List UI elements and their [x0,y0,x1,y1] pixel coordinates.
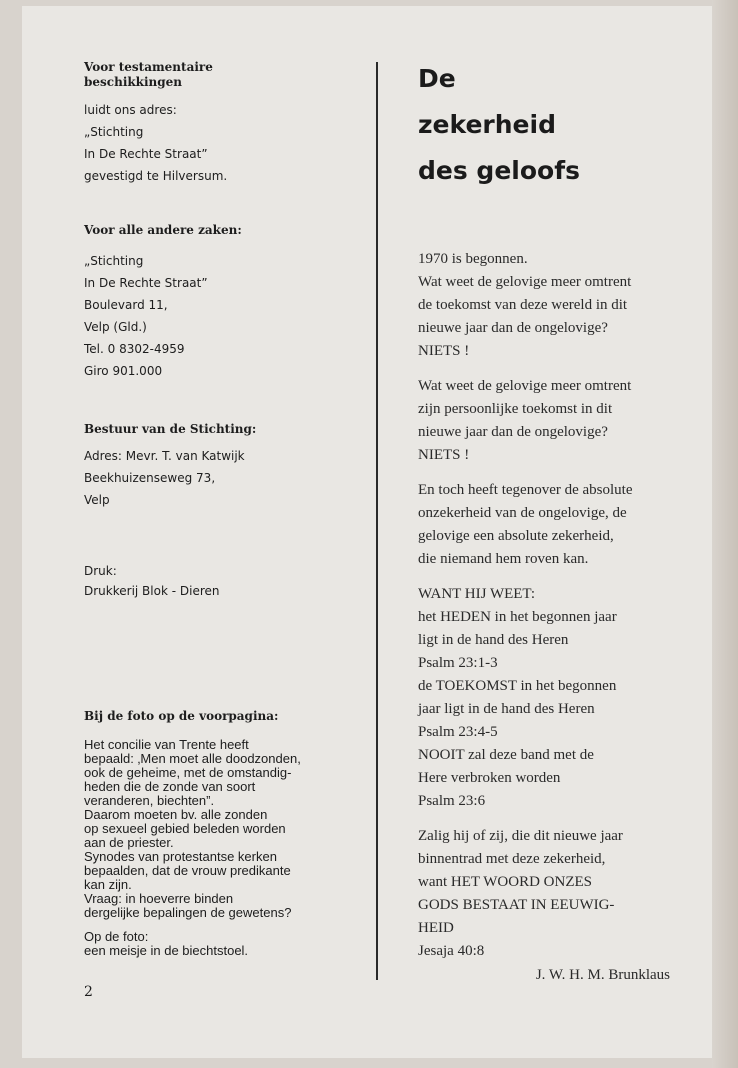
testament-section [84,60,364,187]
other-line: Giro 901.000 [84,364,163,378]
paragraph-1 [418,248,670,363]
testament-line: „Stichting [84,125,144,139]
other-line: Tel. 0 8302-4959 [84,342,185,356]
text-line: En toch heeft tegenover de absolute [418,482,633,498]
board-section [84,422,364,511]
author-signature: J. W. H. M. Brunklaus [535,967,670,983]
right-column [418,56,670,984]
photo-line: dergelijke bepalingen de gewetens? [84,905,292,920]
text-line: gelovige een absolute zekerheid, [418,528,614,544]
page-number: 2 [84,984,93,1000]
board-line: Adres: Mevr. T. van Katwijk [84,449,245,463]
text-line: Jesaja 40:8 [418,943,485,959]
text-line: onzekerheid van de ongelovige, de [418,505,627,521]
text-line: 1970 is begonnen. [418,251,528,267]
article-title [418,56,670,194]
testament-heading-line: Voor testamentaire [84,60,213,74]
text-line: het HEDEN in het begonnen jaar [418,609,617,625]
left-column [84,60,364,958]
testament-line: gevestigd te Hilversum. [84,169,228,183]
text-line: nieuwe jaar dan de ongelovige? [418,320,608,336]
column-divider [376,62,378,980]
testament-line: luidt ons adres: [84,103,177,117]
print-line: Drukkerij Blok - Dieren [84,584,220,598]
photo-line: heden die de zonde van soort [84,779,256,794]
title-line: des geloofs [418,156,580,185]
testament-heading [84,60,364,90]
text-line: NIETS ! [418,343,470,359]
text-line: Wat weet de gelovige meer omtrent [418,378,632,394]
text-line: Zalig hij of zij, die dit nieuwe jaar [418,828,623,844]
photo-line: Het concilie van Trente heeft [84,737,249,752]
photo-line: bepaalden, dat de vrouw predikante [84,863,291,878]
paragraph-5 [418,825,670,963]
photo-line: Synodes van protestantse kerken [84,849,277,864]
testament-heading-line: beschikkingen [84,75,183,89]
paragraph-2 [418,375,670,467]
photo-line: Vraag: in hoeverre binden [84,891,234,906]
text-line: de toekomst van deze wereld in dit [418,297,628,313]
text-line: Psalm 23:1-3 [418,655,498,671]
text-line: de TOEKOMST in het begonnen [418,678,617,694]
text-line: NOOIT zal deze band met de [418,747,594,763]
print-section [84,561,364,601]
board-line: Velp [84,493,110,507]
text-line: want HET WOORD ONZES [418,874,593,890]
text-line: die niemand hem roven kan. [418,551,589,567]
page-edge-shadow [712,0,738,1068]
text-line: GODS BESTAAT IN EEUWIG- [418,897,615,913]
photo-caption: een meisje in de biechtstoel. [84,943,249,958]
paragraph-4 [418,583,670,813]
other-line: Velp (Gld.) [84,320,147,334]
text-line: Wat weet de gelovige meer omtrent [418,274,632,290]
text-line: Here verbroken worden [418,770,561,786]
text-line: jaar ligt in de hand des Heren [418,701,595,717]
text-line: binnentrad met deze zekerheid, [418,851,606,867]
board-line: Beekhuizenseweg 73, [84,471,216,485]
photo-caption: Op de foto: [84,929,149,944]
paragraph-3 [418,479,670,571]
text-line: ligt in de hand des Heren [418,632,569,648]
title-line: De [418,64,456,93]
other-line: „Stichting [84,254,144,268]
other-line: In De Rechte Straat” [84,276,208,290]
other-line: Boulevard 11, [84,298,168,312]
photo-line: Daarom moeten bv. alle zonden [84,807,268,822]
photo-line: ook de geheime, met de omstandig- [84,765,292,780]
photo-line: kan zijn. [84,877,132,892]
text-line: Psalm 23:6 [418,793,486,809]
other-heading: Voor alle andere zaken: [84,223,242,237]
photo-line: op sexueel gebied beleden worden [84,821,286,836]
photo-line: bepaald: ‚Men moet alle doodzonden, [84,751,301,766]
title-line: zekerheid [418,110,556,139]
text-line: NIETS ! [418,447,470,463]
board-heading: Bestuur van de Stichting: [84,422,257,436]
text-line: zijn persoonlijke toekomst in dit [418,401,613,417]
photo-section [84,709,364,958]
text-line: HEID [418,920,454,936]
photo-line: aan de priester. [84,835,174,850]
testament-line: In De Rechte Straat” [84,147,208,161]
photo-line: veranderen, biechten”. [84,793,215,808]
text-line: Psalm 23:4-5 [418,724,498,740]
text-line: nieuwe jaar dan de ongelovige? [418,424,608,440]
other-section [84,223,364,382]
text-line: WANT HIJ WEET: [418,586,536,602]
print-heading: Druk: [84,564,117,578]
photo-heading: Bij de foto op de voorpagina: [84,709,279,723]
